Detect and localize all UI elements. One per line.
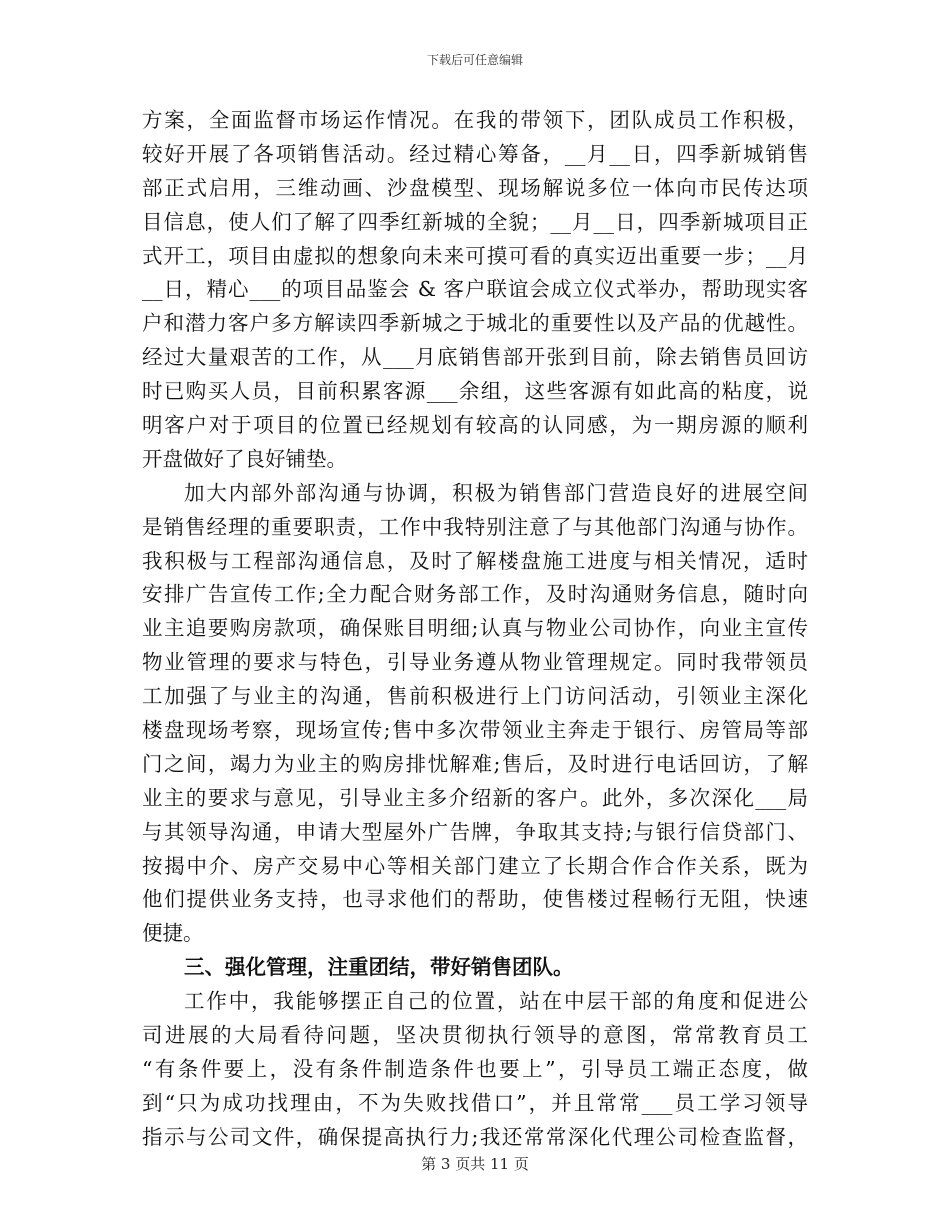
text-line: 与其领导沟通，申请大型屋外广告牌，争取其支持;与银行信贷部门、 bbox=[142, 819, 808, 844]
text-line: 目信息，使人们了解了四季红新城的全貌；__月__日，四季新城项目正 bbox=[142, 209, 808, 234]
text-line: 加大内部外部沟通与协调，积极为销售部门营造良好的进展空间 bbox=[184, 480, 808, 505]
text-line: 他们提供业务支持，也寻求他们的帮助，使售楼过程畅行无阻，快速 bbox=[142, 887, 808, 912]
text-line: 安排广告宣传工作;全力配合财务部工作，及时沟通财务信息，随时向 bbox=[142, 582, 808, 607]
section-heading: 三、强化管理，注重团结，带好销售团队。 bbox=[184, 955, 574, 980]
text-line: 楼盘现场考察，现场宣传;售中多次带领业主奔走于银行、房管局等部 bbox=[142, 718, 808, 743]
text-line: 业主追要购房款项，确保账目明细;认真与物业公司协作，向业主宣传 bbox=[142, 616, 808, 641]
text-line: 工加强了与业主的沟通，售前积极进行上门访问活动，引领业主深化 bbox=[142, 684, 808, 709]
text-line: 方案，全面监督市场运作情况。在我的带领下，团队成员工作积极， bbox=[142, 108, 808, 132]
text-line: 开盘做好了良好铺垫。 bbox=[142, 446, 347, 471]
text-line: 指示与公司文件，确保提高执行力;我还常常深化代理公司检查监督， bbox=[142, 1124, 808, 1149]
text-line: 部正式启用，三维动画、沙盘模型、现场解说多位一体向市民传达项 bbox=[142, 175, 808, 200]
page-header: 下载后可任意编辑 bbox=[426, 53, 523, 67]
text-line: 经过大量艰苦的工作，从___月底销售部开张到目前，除去销售员回访 bbox=[142, 345, 808, 370]
text-line: 业主的要求与意见，引导业主多介绍新的客户。此外，多次深化___局 bbox=[142, 785, 808, 810]
text-line: 较好开展了各项销售活动。经过精心筹备，__月__日，四季新城销售 bbox=[142, 141, 808, 166]
text-line: 到“只为成功找理由，不为失败找借口”，并且常常___员工学习领导 bbox=[142, 1090, 808, 1115]
text-line: 我积极与工程部沟通信息，及时了解楼盘施工进度与相关情况，适时 bbox=[142, 548, 808, 573]
text-line: 工作中，我能够摆正自己的位置，站在中层干部的角度和促进公 bbox=[184, 989, 808, 1014]
text-line: 门之间，竭力为业主的购房排忧解难;售后，及时进行电话回访，了解 bbox=[142, 751, 808, 776]
text-line: 物业管理的要求与特色，引导业务遵从物业管理规定。同时我带领员 bbox=[142, 650, 808, 675]
text-line: 时已购买人员，目前积累客源___余组，这些客源有如此高的粘度，说 bbox=[142, 379, 808, 404]
page-number: 第 3 页共 11 页 bbox=[421, 1155, 529, 1173]
text-line: 户和潜力客户多方解读四季新城之于城北的重要性以及产品的优越性。 bbox=[142, 311, 808, 336]
text-line: 司进展的大局看待问题，坚决贯彻执行领导的意图，常常教育员工 bbox=[142, 1023, 808, 1048]
text-line: “有条件要上，没有条件制造条件也要上”，引导员工端正态度，做 bbox=[142, 1056, 808, 1081]
text-line: 便捷。 bbox=[142, 921, 204, 946]
document-body bbox=[142, 104, 808, 1155]
text-line: __日，精心___的项目品鉴会 & 客户联谊会成立仪式举办，帮助现实客 bbox=[142, 277, 808, 302]
text-line: 明客户对于项目的位置已经规划有较高的认同感，为一期房源的顺利 bbox=[142, 413, 808, 438]
text-line: 按揭中介、房产交易中心等相关部门建立了长期合作合作关系，既为 bbox=[142, 853, 808, 878]
text-line: 式开工，项目由虚拟的想象向未来可摸可看的真实迈出重要一步；__月 bbox=[142, 243, 808, 268]
text-line: 是销售经理的重要职责，工作中我特别注意了与其他部门沟通与协作。 bbox=[142, 514, 808, 539]
